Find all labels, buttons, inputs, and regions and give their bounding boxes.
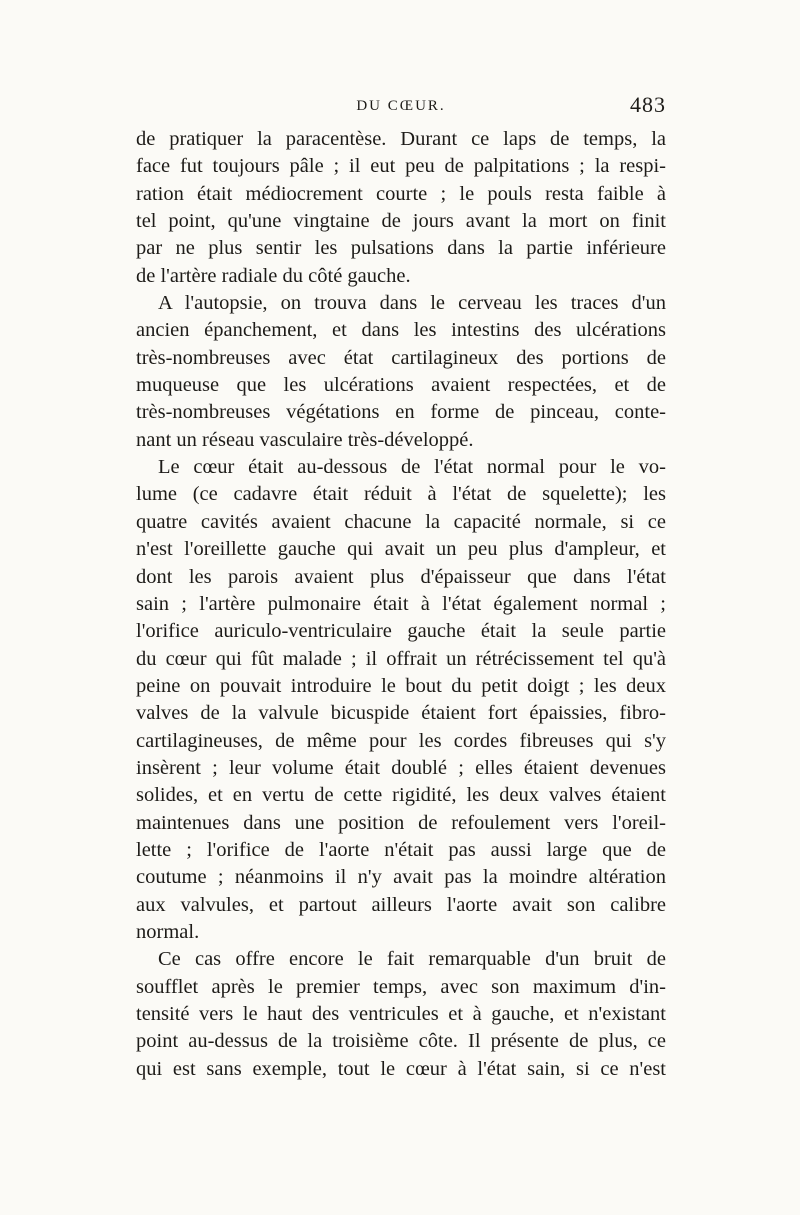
body-text [136,126,666,1083]
paragraph-first-line: A l'autopsie, on trouva dans le cerveau les traces d'un [158,292,666,315]
text-line: point au-dessus de la troisième côte. Il présente de plus, ce [136,1030,666,1053]
text-line: du cœur qui fût malade ; il offrait un rétrécissement tel qu'à [136,647,666,670]
text-line: solides, et en vertu de cette rigidité, les deux valves étaient [136,784,666,807]
text-line: valves de la valvule bicuspide étaient fort épaissies, fibro- [136,702,666,725]
text-line: qui est sans exemple, tout le cœur à l'état sain, si ce n'est [136,1057,666,1080]
text-line: tel point, qu'une vingtaine de jours avant la mort on finit [136,210,666,233]
text-line: très-nombreuses végétations en forme de pinceau, conte- [136,401,666,424]
text-line: normal. [136,920,200,943]
running-head [136,92,666,122]
text-line: l'orifice auriculo-ventriculaire gauche était la seule partie [136,620,666,643]
text-line: cartilagineuses, de même pour les cordes fibreuses qui s'y [136,729,666,752]
text-line: de l'artère radiale du côté gauche. [136,264,411,287]
text-line: n'est l'oreillette gauche qui avait un peu plus d'ampleur, et [136,538,666,561]
text-line: nant un réseau vasculaire très-développé. [136,428,474,451]
text-line: sain ; l'artère pulmonaire était à l'état également normal ; [136,592,666,615]
text-line: ancien épanchement, et dans les intestins des ulcérations [136,319,666,342]
text-line: aux valvules, et partout ailleurs l'aorte avait son calibre [136,893,666,916]
running-title: DU CŒUR. [356,98,446,114]
text-line: tensité vers le haut des ventricules et à gauche, et n'existant [136,1003,666,1025]
paragraph-first-line: Le cœur était au-dessous de l'état normal pour le vo- [158,456,666,479]
text-line: insèrent ; leur volume était doublé ; elles étaient devenues [136,756,666,779]
text-line: très-nombreuses avec état cartilagineux des portions de [136,346,666,369]
text-line: de pratiquer la paracentèse. Durant ce laps de temps, la [136,128,666,150]
page-number: 483 [630,92,666,117]
text-line: face fut toujours pâle ; il eut peu de palpitations ; la respi- [136,155,666,178]
text-line: dont les parois avaient plus d'épaisseur que dans l'état [136,565,666,588]
text-line: muqueuse que les ulcérations avaient respectées, et de [136,374,666,397]
text-line: peine on pouvait introduire le bout du petit doigt ; les deux [136,674,666,697]
paragraph-first-line: Ce cas offre encore le fait remarquable d'un bruit de [158,948,666,971]
text-line: soufflet après le premier temps, avec son maximum d'in- [136,975,666,998]
text-line: lume (ce cadavre était réduit à l'état de squelette); les [136,483,666,506]
text-line: lette ; l'orifice de l'aorte n'était pas aussi large que de [136,838,666,861]
text-line: coutume ; néanmoins il n'y avait pas la moindre altération [136,866,666,889]
text-line: ration était médiocrement courte ; le pouls resta faible à [136,182,666,205]
text-line: par ne plus sentir les pulsations dans la partie inférieure [136,237,666,260]
text-line: maintenues dans une position de refoulement vers l'oreil- [136,811,666,834]
text-line: quatre cavités avaient chacune la capacité normale, si ce [136,510,666,533]
